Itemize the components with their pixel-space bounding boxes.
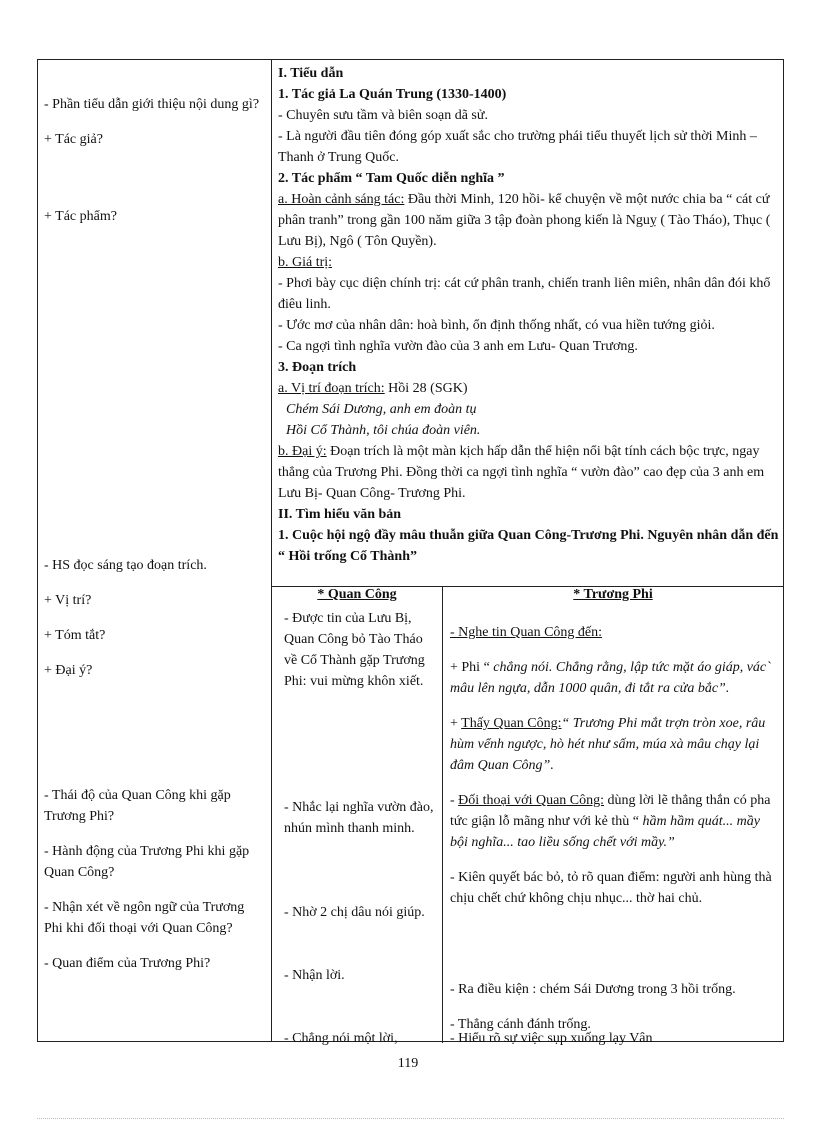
footer-dotted-rule xyxy=(37,1118,784,1119)
left-intro-block xyxy=(44,80,266,164)
qc-item-5: - Chẳng nói một lời, xyxy=(284,1031,398,1046)
qc-item-4: - Nhận lời. xyxy=(284,968,345,983)
position-label: a. Vị trí đoạn trích: xyxy=(278,381,385,396)
section-1-1-heading: 1. Tác giả La Quán Trung (1330-1400) xyxy=(278,87,507,102)
value-line-2: - Ước mơ của nhân dân: hoà bình, ổn định thống nhất, có vua hiền tướng giỏi. xyxy=(278,318,715,333)
value-label: b. Giá trị: xyxy=(278,255,333,270)
section-1-2-heading: 2. Tác phẩm “ Tam Quốc diễn nghĩa ” xyxy=(278,171,505,186)
content-table xyxy=(37,59,784,1046)
tp-item-4: - Kiên quyết bác bỏ, tỏ rõ quan điểm: người anh hùng thà chịu chết chứ không chịu nhục... thờ hai chủ. xyxy=(450,870,772,906)
tp-item-2 xyxy=(450,713,780,776)
read-question: - HS đọc sáng tạo đoạn trích. xyxy=(44,558,207,573)
page-number: 119 xyxy=(397,1056,419,1071)
tp-item-1 xyxy=(450,608,780,923)
tp-item-3-label: Đối thoại với Quan Công: xyxy=(458,793,605,808)
value-line-1: - Phơi bày cục diện chính trị: cát cứ phân tranh, chiến tranh liên miên, nhân dân đói khổ điêu linh. xyxy=(278,276,771,312)
position-italic-1: Chém Sái Dương, anh em đoàn tụ xyxy=(286,402,477,417)
main-idea-text: Đoạn trích là một màn kịch hấp dẫn thể hiện nổi bật tính cách bộc trực, ngay thẳng của Trương Phi. Đồng thời ca ngợi tình nghĩa “ vườn đào” cao đẹp của 3 anh em Lưu Bị- Quan Công- Trương Phi. xyxy=(278,444,765,501)
table-column-divider xyxy=(442,586,443,1043)
attitude-question: - Thái độ của Quan Công khi gặp Trương Phi? xyxy=(44,788,231,824)
tp-item-3 xyxy=(450,790,780,853)
right-content xyxy=(278,63,783,567)
tp-item-3-prefix: - xyxy=(450,793,459,808)
header-truong-phi: * Trương Phi xyxy=(573,587,653,602)
qc-item-3: - Nhờ 2 chị dâu nói giúp. xyxy=(284,905,425,920)
left-reading-block xyxy=(44,541,266,695)
action-question: - Hành động của Trương Phi khi gặp Quan Công? xyxy=(44,844,250,880)
tp-item-2-quote: “ Trương Phi mắt trợn tròn xoe, râu hùm vểnh ngược, hò hét như sấm, múa xà mâu chạy lại đâm Quan Công”. xyxy=(450,716,766,773)
author-question: + Tác giả? xyxy=(44,132,103,147)
position-paragraph xyxy=(278,378,783,399)
value-line-3: - Ca ngợi tình nghĩa vườn đào của 3 anh em Lưu- Quan Trương. xyxy=(278,339,638,354)
section-1-heading: I. Tiểu dẫn xyxy=(278,66,344,81)
tp-item-5-text: - Ra điều kiện : chém Sái Dương trong 3 hồi trống. xyxy=(450,982,736,997)
tp-item-2-prefix: + xyxy=(450,716,462,731)
main-idea-paragraph xyxy=(278,441,783,504)
work-question: + Tác phẩm? xyxy=(44,209,117,224)
comparison-table xyxy=(272,586,783,1046)
tp-item-7: - Hiểu rõ sự việc sụp xuống lạy Vân xyxy=(450,1031,653,1046)
section-2-1-heading: 1. Cuộc hội ngộ đầy mâu thuẫn giữa Quan Công-Trương Phi. Nguyên nhân dẫn đến “ Hồi trống Cổ Thành” xyxy=(278,528,779,564)
tp-item-2-label: Thấy Quan Công: xyxy=(461,716,562,731)
qc-item-1: - Được tin của Lưu Bị, Quan Công bỏ Tào Tháo về Cổ Thành gặp Trương Phi: vui mừng khôn xiết. xyxy=(284,611,425,689)
section-1-3-heading: 3. Đoạn trích xyxy=(278,360,357,375)
meaning-question: + Đại ý? xyxy=(44,663,93,678)
view-question: - Quan điểm của Trương Phi? xyxy=(44,956,211,971)
context-paragraph xyxy=(278,189,783,252)
header-quan-cong: * Quan Công xyxy=(317,587,397,602)
summary-question: + Tóm tắt? xyxy=(44,628,106,643)
speech-question: - Nhận xét về ngôn ngữ của Trương Phi khi đối thoại với Quan Công? xyxy=(44,900,245,936)
tp-item-3-quote: hầm hầm quát... mầy bội nghĩa... tao liều sống chết với mầy.” xyxy=(450,814,760,850)
context-label: a. Hoàn cảnh sáng tác: xyxy=(278,192,405,207)
tp-item-1-label: - Nghe tin Quan Công đến: xyxy=(450,625,603,640)
tp-item-6: - Thẳng cánh đánh trống. xyxy=(450,1017,591,1032)
position-text: Hồi 28 (SGK) xyxy=(384,381,468,396)
position-question: + Vị trí? xyxy=(44,593,92,608)
qc-item-2: - Nhắc lại nghĩa vườn đào, nhún mình thanh minh. xyxy=(284,800,434,836)
section-2-heading: II. Tìm hiểu văn bản xyxy=(278,507,402,522)
tp-item-1-prefix: + Phi “ xyxy=(450,660,490,675)
tp-item-1-quote: chẳng nói. Chẳng rằng, lập tức mặt áo giáp, vác` mâu lên ngựa, dẫn 1000 quân, đi tắt ra cửa bắc”. xyxy=(450,660,771,696)
main-idea-label: b. Đại ý: xyxy=(278,444,327,459)
context-text: Đầu thời Minh, 120 hồi- kể chuyện về một nước chia ba “ cát cứ phân tranh” trong gần 100 năm giữa 3 tập đoàn phong kiến là Nguỵ ( Tào Tháo), Thục ( Lưu Bị), Ngô ( Tôn Quyền). xyxy=(278,192,771,249)
tp-item-1-text xyxy=(450,657,780,699)
position-italic-2: Hồi Cổ Thành, tôi chúa đoàn viên. xyxy=(286,423,481,438)
left-analysis-block xyxy=(44,771,266,988)
intro-question: - Phần tiểu dẫn giới thiệu nội dung gì? xyxy=(44,97,260,112)
author-line-1: - Chuyên sưu tầm và biên soạn dã sử. xyxy=(278,108,488,123)
tp-item-3-text: dùng lời lẽ thẳng thắn có pha tức giận lỗ mãng như với kẻ thù “ xyxy=(450,793,771,829)
author-line-2: - Là người đầu tiên đóng góp xuất sắc cho trường phái tiểu thuyết lịch sử thời Minh – Thanh ở Trung Quốc. xyxy=(278,129,757,165)
